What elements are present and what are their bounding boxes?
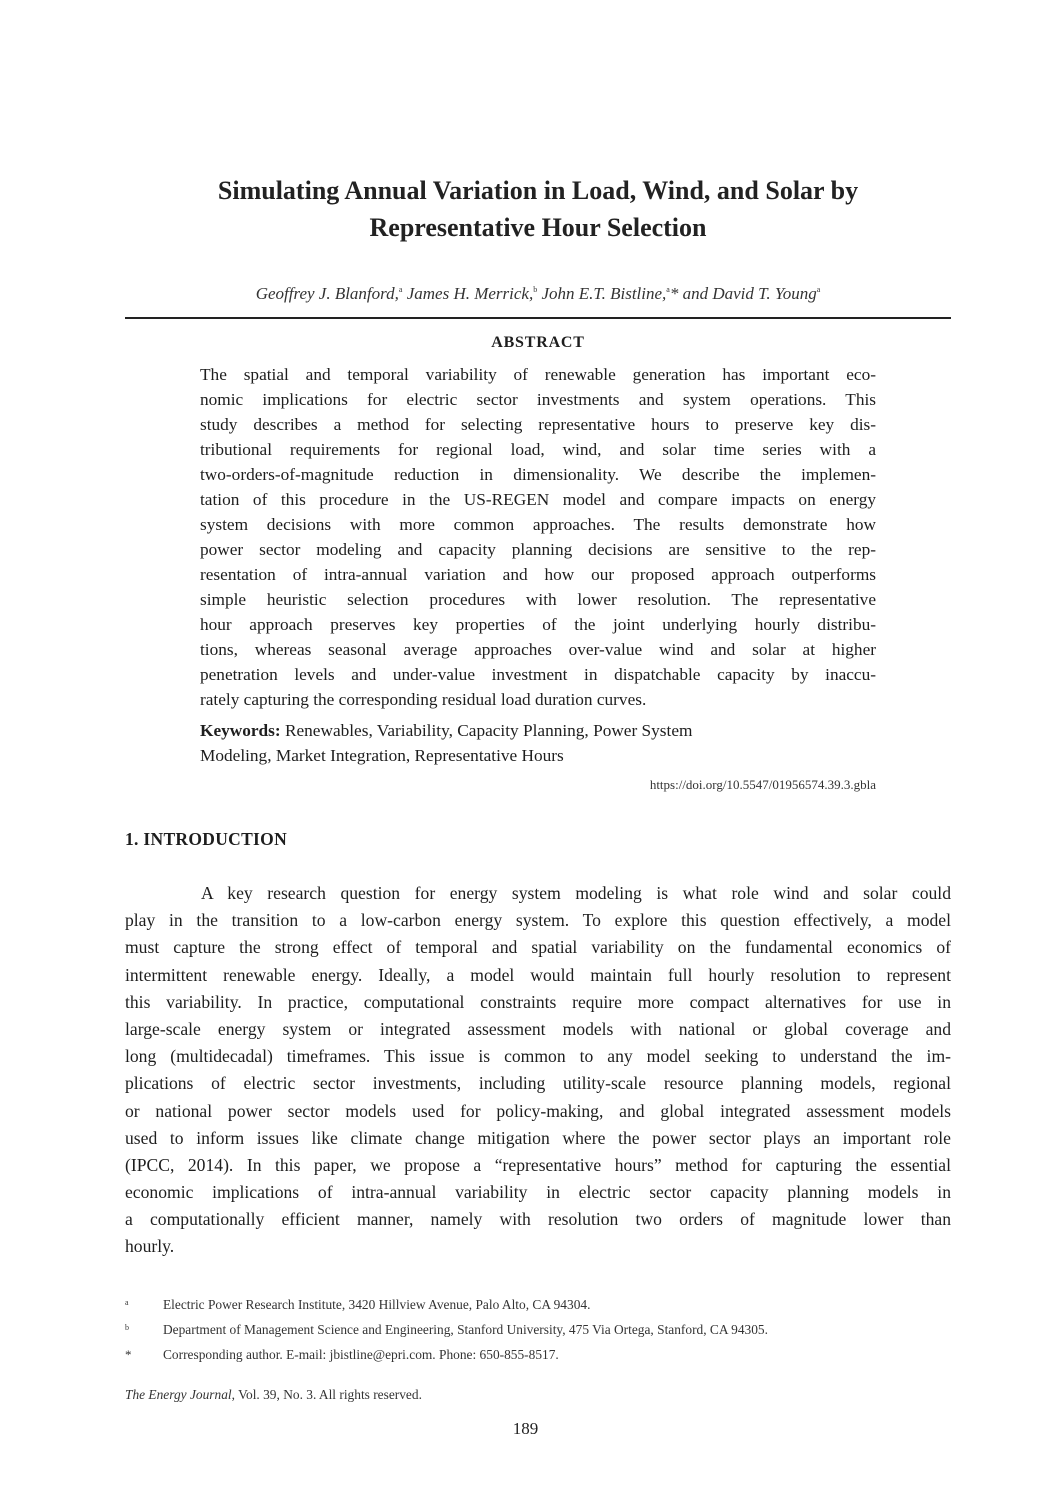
paper-title xyxy=(125,172,951,246)
paragraph-line: plications of electric sector investments, including utility-scale resource planning models, regional xyxy=(125,1073,951,1094)
paragraph-line: used to inform issues like climate change mitigation where the power sector plays an important role xyxy=(125,1127,951,1148)
footnote-mark: * xyxy=(125,1347,132,1362)
journal-details: , Vol. 39, No. 3. All rights reserved. xyxy=(231,1387,422,1402)
footnote-text: Department of Management Science and Engineering, Stanford University, 475 Via Ortega, Stanford, CA 94305. xyxy=(163,1322,768,1337)
abstract-heading: ABSTRACT xyxy=(491,334,585,351)
abstract-line: The spatial and temporal variability of renewable generation has important eco- xyxy=(200,365,876,384)
abstract-line: penetration levels and under-value investment in dispatchable capacity by inaccu- xyxy=(200,665,876,684)
author-name: James H. Merrick, xyxy=(402,284,534,303)
keywords-text: Renewables, Variability, Capacity Planning, Power System xyxy=(280,721,693,740)
keywords-block xyxy=(200,718,876,768)
title-divider xyxy=(125,317,951,319)
footnote-text: Electric Power Research Institute, 3420 Hillview Avenue, Palo Alto, CA 94304. xyxy=(163,1297,591,1312)
author-name: John E.T. Bistline, xyxy=(537,284,667,303)
paragraph-line: economic implications of intra-annual variability in electric sector capacity planning models in xyxy=(125,1182,951,1203)
paragraph-line: play in the transition to a low-carbon energy system. To explore this question effectively, a model xyxy=(125,910,951,931)
footnote-mark: a xyxy=(125,1298,129,1307)
paragraph-line: A key research question for energy system modeling is what role wind and solar could xyxy=(201,883,951,903)
paragraph-line: a computationally efficient manner, namely with resolution two orders of magnitude lower than xyxy=(125,1209,951,1230)
paragraph-line: this variability. In practice, computational constraints require more compact alternatives for use in xyxy=(125,991,951,1012)
introduction-paragraph xyxy=(125,880,951,1261)
footnote xyxy=(125,1343,951,1366)
corresponding-author-mark: * xyxy=(669,284,679,303)
journal-name: The Energy Journal xyxy=(125,1387,232,1402)
footnotes xyxy=(125,1293,951,1366)
affiliation-mark: b xyxy=(533,285,538,294)
journal-line xyxy=(125,1385,422,1405)
affiliation-mark: a xyxy=(398,285,403,294)
page-number: 189 xyxy=(512,1419,539,1438)
title-line-2: Representative Hour Selection xyxy=(369,213,707,242)
paragraph-line: long (multidecadal) timeframes. This issue is common to any model seeking to understand the im- xyxy=(125,1046,951,1067)
author-name: and David T. Young xyxy=(678,284,817,303)
paragraph-line: intermittent renewable energy. Ideally, a model would maintain full hourly resolution to represent xyxy=(125,964,951,985)
abstract-body xyxy=(200,362,876,712)
abstract-line: resentation of intra-annual variation and how our proposed approach outperforms xyxy=(200,565,876,584)
abstract-line: tions, whereas seasonal average approaches over-value wind and solar at higher xyxy=(200,640,876,659)
abstract-line: simple heuristic selection procedures with lower resolution. The representative xyxy=(200,590,876,609)
paragraph-line: or national power sector models used for policy-making, and global integrated assessment models xyxy=(125,1100,951,1121)
abstract-line: system decisions with more common approaches. The results demonstrate how xyxy=(200,515,876,534)
footnote xyxy=(125,1318,951,1343)
section-heading-introduction: 1. INTRODUCTION xyxy=(125,829,288,849)
author-list xyxy=(125,283,951,305)
keywords-line-2: Modeling, Market Integration, Representative Hours xyxy=(200,746,564,765)
affiliation-mark: a xyxy=(666,285,670,294)
abstract-line: study describes a method for selecting representative hours to preserve key dis- xyxy=(200,415,876,434)
footnote xyxy=(125,1293,951,1318)
abstract-line: tation of this procedure in the US-REGEN model and compare impacts on energy xyxy=(200,490,876,509)
keywords-label: Keywords: xyxy=(200,721,281,740)
footnote-text: Corresponding author. E-mail: jbistline@epri.com. Phone: 650-855-8517. xyxy=(163,1347,559,1362)
abstract-line: tributional requirements for regional load, wind, and solar time series with a xyxy=(200,440,876,459)
paragraph-line: hourly. xyxy=(125,1236,175,1257)
abstract-line: nomic implications for electric sector investments and system operations. This xyxy=(200,390,876,409)
paragraph-line: large-scale energy system or integrated assessment models with national or global coverage and xyxy=(125,1018,951,1039)
paragraph-line: (IPCC, 2014). In this paper, we propose a “representative hours” method for capturing the essential xyxy=(125,1154,951,1175)
doi-link[interactable]: https://doi.org/10.5547/01956574.39.3.gbla xyxy=(649,777,876,792)
title-line-1: Simulating Annual Variation in Load, Wind, and Solar by xyxy=(217,176,859,205)
footnote-mark: b xyxy=(125,1323,129,1332)
abstract-line: two-orders-of-magnitude reduction in dimensionality. We describe the implemen- xyxy=(200,465,876,484)
paragraph-line: must capture the strong effect of temporal and spatial variability on the fundamental economics of xyxy=(125,937,951,958)
author-name: Geoffrey J. Blanford, xyxy=(255,284,399,303)
abstract-line: hour approach preserves key properties of the joint underlying hourly distribu- xyxy=(200,615,876,634)
keywords-line-1 xyxy=(200,718,876,743)
affiliation-mark: a xyxy=(816,285,821,294)
abstract-line: power sector modeling and capacity planning decisions are sensitive to the rep- xyxy=(200,540,876,559)
abstract-line: rately capturing the corresponding residual load duration curves. xyxy=(200,690,647,709)
